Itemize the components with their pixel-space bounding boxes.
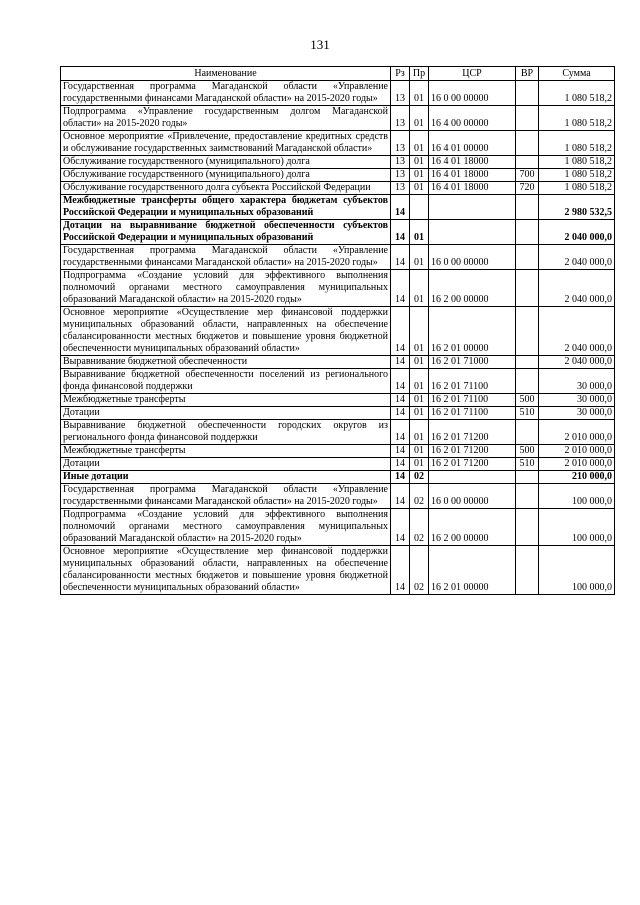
table-row — [61, 106, 615, 131]
cell-name: Государственная программа Магаданской области «Управление государственными финансами Магаданской области» на 2015-2020 годы» — [61, 484, 391, 509]
table-row — [61, 131, 615, 156]
cell-pr: 01 — [410, 270, 429, 307]
header-sum: Сумма — [539, 67, 615, 81]
cell-sum: 100 000,0 — [539, 484, 615, 509]
cell-vr — [516, 546, 539, 595]
cell-csr: 16 2 01 71200 — [429, 458, 516, 471]
cell-rz: 14 — [391, 445, 410, 458]
cell-name: Обслуживание государственного (муниципального) долга — [61, 169, 391, 182]
cell-name: Государственная программа Магаданской области «Управление государственными финансами Магаданской области» на 2015-2020 годы» — [61, 245, 391, 270]
cell-sum: 2 040 000,0 — [539, 245, 615, 270]
header-vr: ВР — [516, 67, 539, 81]
cell-sum: 2 010 000,0 — [539, 445, 615, 458]
cell-csr: 16 4 00 00000 — [429, 106, 516, 131]
cell-vr — [516, 156, 539, 169]
cell-csr: 16 0 00 00000 — [429, 245, 516, 270]
cell-pr: 01 — [410, 458, 429, 471]
cell-name: Подпрограмма «Создание условий для эффективного выполнения полномочий органами местного самоуправления муниципальных образований Магаданской области» на 2015-2020 годы» — [61, 270, 391, 307]
cell-vr — [516, 307, 539, 356]
cell-vr: 500 — [516, 394, 539, 407]
cell-rz: 14 — [391, 546, 410, 595]
header-pr: Пр — [410, 67, 429, 81]
cell-vr: 510 — [516, 458, 539, 471]
cell-name: Основное мероприятие «Привлечение, предоставление кредитных средств и обслуживание государственных заимствований Магаданской области» — [61, 131, 391, 156]
cell-sum: 1 080 518,2 — [539, 106, 615, 131]
cell-rz: 14 — [391, 509, 410, 546]
cell-rz: 14 — [391, 458, 410, 471]
table-row — [61, 270, 615, 307]
cell-vr — [516, 484, 539, 509]
cell-csr: 16 0 00 00000 — [429, 81, 516, 106]
cell-pr: 01 — [410, 445, 429, 458]
table-row — [61, 195, 615, 220]
cell-sum: 2 980 532,5 — [539, 195, 615, 220]
cell-rz: 14 — [391, 471, 410, 484]
cell-pr: 01 — [410, 369, 429, 394]
header-name: Наименование — [61, 67, 391, 81]
cell-rz: 13 — [391, 106, 410, 131]
cell-vr: 510 — [516, 407, 539, 420]
cell-rz: 14 — [391, 220, 410, 245]
cell-pr: 01 — [410, 169, 429, 182]
cell-sum: 1 080 518,2 — [539, 131, 615, 156]
cell-rz: 14 — [391, 394, 410, 407]
table-row — [61, 220, 615, 245]
cell-rz: 14 — [391, 356, 410, 369]
cell-sum: 1 080 518,2 — [539, 169, 615, 182]
cell-sum: 210 000,0 — [539, 471, 615, 484]
cell-vr — [516, 106, 539, 131]
cell-name: Межбюджетные трансферты — [61, 445, 391, 458]
header-csr: ЦСР — [429, 67, 516, 81]
cell-sum: 100 000,0 — [539, 546, 615, 595]
cell-name: Выравнивание бюджетной обеспеченности городских округов из регионального фонда финансовой поддержки — [61, 420, 391, 445]
cell-sum: 2 040 000,0 — [539, 356, 615, 369]
table-row — [61, 509, 615, 546]
table-header-row — [61, 67, 615, 81]
cell-csr: 16 2 01 00000 — [429, 307, 516, 356]
cell-csr: 16 4 01 00000 — [429, 131, 516, 156]
cell-csr — [429, 471, 516, 484]
cell-pr: 02 — [410, 484, 429, 509]
cell-csr: 16 2 01 71100 — [429, 394, 516, 407]
cell-vr — [516, 195, 539, 220]
cell-sum: 30 000,0 — [539, 369, 615, 394]
cell-sum: 2 010 000,0 — [539, 420, 615, 445]
cell-csr: 16 2 00 00000 — [429, 270, 516, 307]
cell-vr — [516, 220, 539, 245]
cell-rz: 13 — [391, 169, 410, 182]
cell-csr: 16 2 01 00000 — [429, 546, 516, 595]
cell-csr — [429, 220, 516, 245]
cell-sum: 1 080 518,2 — [539, 182, 615, 195]
cell-vr — [516, 81, 539, 106]
cell-name: Выравнивание бюджетной обеспеченности — [61, 356, 391, 369]
cell-sum: 30 000,0 — [539, 407, 615, 420]
table-row — [61, 81, 615, 106]
cell-pr: 01 — [410, 220, 429, 245]
page-number: 131 — [310, 37, 330, 52]
cell-name: Основное мероприятие «Осуществление мер финансовой поддержки муниципальных образований области, направленных на обеспечение сбалансированности местных бюджетов и повышение уровня бюджетной обеспеченности муниципальных образований области» — [61, 546, 391, 595]
cell-name: Основное мероприятие «Осуществление мер финансовой поддержки муниципальных образований области, направленных на обеспечение сбалансированности местных бюджетов и повышение уровня бюджетной обеспеченности муниципальных образований области» — [61, 307, 391, 356]
budget-table — [60, 66, 615, 595]
table-row — [61, 420, 615, 445]
cell-pr: 01 — [410, 420, 429, 445]
cell-pr: 02 — [410, 471, 429, 484]
cell-rz: 14 — [391, 369, 410, 394]
cell-name: Обслуживание государственного долга субъекта Российской Федерации — [61, 182, 391, 195]
cell-vr — [516, 131, 539, 156]
cell-sum: 2 040 000,0 — [539, 220, 615, 245]
cell-name: Обслуживание государственного (муниципального) долга — [61, 156, 391, 169]
cell-csr: 16 2 00 00000 — [429, 509, 516, 546]
cell-sum: 100 000,0 — [539, 509, 615, 546]
table-row — [61, 484, 615, 509]
header-rz: Рз — [391, 67, 410, 81]
cell-name: Дотации на выравнивание бюджетной обеспеченности субъектов Российской Федерации и муниципальных образований — [61, 220, 391, 245]
cell-name: Подпрограмма «Управление государственным долгом Магаданской области» на 2015-2020 годы» — [61, 106, 391, 131]
cell-vr — [516, 471, 539, 484]
cell-name: Государственная программа Магаданской области «Управление государственными финансами Магаданской области» на 2015-2020 годы» — [61, 81, 391, 106]
cell-vr — [516, 509, 539, 546]
cell-csr: 16 4 01 18000 — [429, 182, 516, 195]
cell-sum: 1 080 518,2 — [539, 156, 615, 169]
cell-sum: 2 040 000,0 — [539, 270, 615, 307]
cell-rz: 13 — [391, 81, 410, 106]
cell-vr: 500 — [516, 445, 539, 458]
cell-vr — [516, 369, 539, 394]
cell-rz: 13 — [391, 131, 410, 156]
cell-csr: 16 4 01 18000 — [429, 169, 516, 182]
cell-rz: 14 — [391, 484, 410, 509]
table-row — [61, 458, 615, 471]
cell-csr — [429, 195, 516, 220]
table-row — [61, 546, 615, 595]
cell-vr — [516, 270, 539, 307]
cell-pr: 01 — [410, 307, 429, 356]
cell-csr: 16 2 01 71200 — [429, 445, 516, 458]
cell-name: Дотации — [61, 407, 391, 420]
cell-pr: 01 — [410, 245, 429, 270]
cell-rz: 14 — [391, 307, 410, 356]
table-row — [61, 407, 615, 420]
cell-pr: 01 — [410, 182, 429, 195]
cell-pr: 01 — [410, 131, 429, 156]
cell-name: Подпрограмма «Создание условий для эффективного выполнения полномочий органами местного самоуправления муниципальных образований Магаданской области» на 2015-2020 годы» — [61, 509, 391, 546]
cell-rz: 14 — [391, 407, 410, 420]
cell-vr — [516, 245, 539, 270]
cell-name: Межбюджетные трансферты — [61, 394, 391, 407]
cell-rz: 14 — [391, 270, 410, 307]
cell-name: Межбюджетные трансферты общего характера бюджетам субъектов Российской Федерации и муниципальных образований — [61, 195, 391, 220]
table-row — [61, 307, 615, 356]
cell-vr: 720 — [516, 182, 539, 195]
cell-vr — [516, 356, 539, 369]
cell-pr: 01 — [410, 356, 429, 369]
cell-pr: 01 — [410, 407, 429, 420]
cell-name: Выравнивание бюджетной обеспеченности поселений из регионального фонда финансовой поддержки — [61, 369, 391, 394]
table-row — [61, 394, 615, 407]
cell-pr: 01 — [410, 156, 429, 169]
cell-csr: 16 4 01 18000 — [429, 156, 516, 169]
cell-pr: 01 — [410, 394, 429, 407]
table-row — [61, 369, 615, 394]
cell-pr: 01 — [410, 81, 429, 106]
cell-rz: 14 — [391, 195, 410, 220]
cell-pr: 01 — [410, 106, 429, 131]
cell-sum: 2 040 000,0 — [539, 307, 615, 356]
cell-name: Дотации — [61, 458, 391, 471]
table-row — [61, 245, 615, 270]
cell-sum: 2 010 000,0 — [539, 458, 615, 471]
cell-csr: 16 2 01 71100 — [429, 407, 516, 420]
table-row — [61, 156, 615, 169]
table-row — [61, 169, 615, 182]
table-row — [61, 356, 615, 369]
cell-vr — [516, 420, 539, 445]
cell-rz: 14 — [391, 420, 410, 445]
table-row — [61, 445, 615, 458]
cell-csr: 16 2 01 71100 — [429, 369, 516, 394]
cell-pr — [410, 195, 429, 220]
cell-pr: 02 — [410, 509, 429, 546]
cell-csr: 16 2 01 71200 — [429, 420, 516, 445]
cell-sum: 30 000,0 — [539, 394, 615, 407]
table-row — [61, 471, 615, 484]
cell-csr: 16 0 00 00000 — [429, 484, 516, 509]
cell-vr: 700 — [516, 169, 539, 182]
table-row — [61, 182, 615, 195]
cell-pr: 02 — [410, 546, 429, 595]
cell-name: Иные дотации — [61, 471, 391, 484]
cell-rz: 13 — [391, 182, 410, 195]
cell-csr: 16 2 01 71000 — [429, 356, 516, 369]
cell-rz: 13 — [391, 156, 410, 169]
cell-sum: 1 080 518,2 — [539, 81, 615, 106]
cell-rz: 14 — [391, 245, 410, 270]
